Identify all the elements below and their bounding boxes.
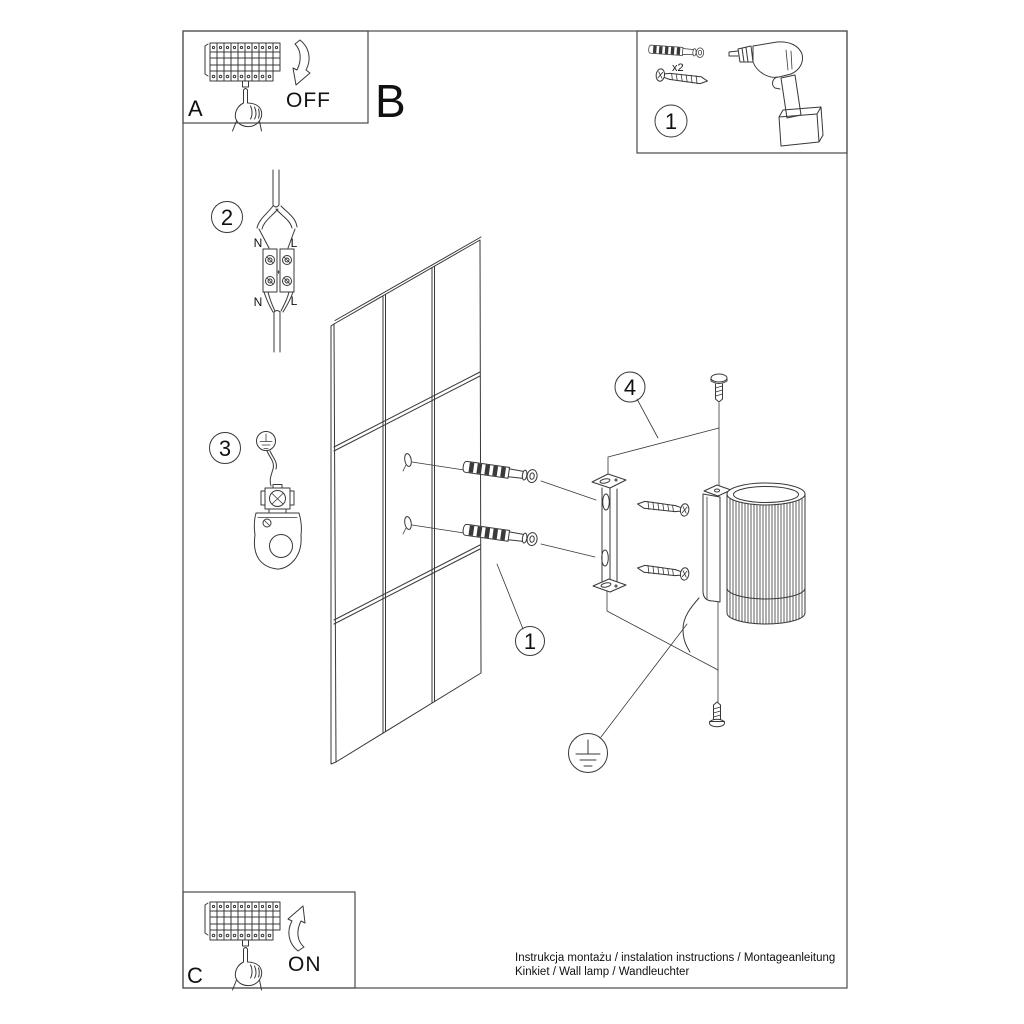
assembly-guide-lines: [607, 428, 719, 670]
terminal-block: [263, 249, 294, 292]
wall-anchors: [412, 460, 596, 557]
screw-icon: [637, 498, 690, 517]
wall-plug-icon: [462, 460, 538, 483]
ground-terminal-clamp: [261, 485, 294, 514]
step-3-number: 3: [218, 436, 232, 461]
drill-hole: [403, 516, 412, 534]
ground-bracket-step: [210, 432, 302, 570]
hand-icon: [233, 948, 262, 991]
ground-symbol-small: [257, 432, 276, 451]
ground-wire: [683, 598, 699, 652]
callout-4-leader: [637, 399, 658, 438]
mounting-bracket: [592, 474, 626, 592]
section-b-label: B: [375, 75, 406, 127]
power-off-panel: [183, 31, 368, 131]
wall-lamp: [683, 483, 805, 652]
circuit-breaker-icon: [205, 902, 280, 946]
drill-icon: [729, 42, 823, 146]
wall-plug-icon: [462, 523, 538, 546]
screw-icon: [637, 562, 690, 581]
step-2-number: 2: [220, 205, 234, 230]
callout-1-leader: [497, 564, 523, 629]
callout-4-number: 4: [623, 375, 637, 400]
wall-tiles: [331, 237, 481, 764]
mounting-screws: [637, 498, 690, 581]
box-a-label: A: [188, 96, 203, 121]
neutral-in-label: N: [253, 236, 263, 250]
arrow-up-icon: [288, 906, 305, 951]
circuit-breaker-icon: [205, 43, 280, 87]
off-label: OFF: [286, 89, 331, 112]
callout-1-number: 1: [523, 629, 537, 654]
drill-hole: [403, 453, 412, 471]
arrow-down-icon: [293, 40, 310, 85]
anchor-leader-lines: [412, 462, 464, 533]
wall-plug-icon: [648, 44, 704, 57]
drill-callout: [497, 564, 545, 656]
neutral-out-label: N: [253, 295, 263, 309]
live-in-label: L: [290, 236, 298, 250]
ground-callout: [569, 624, 688, 773]
footer-line-2: Kinkiet / Wall lamp / Wandleuchter: [515, 966, 690, 978]
bracket-body: [254, 513, 301, 569]
ground-symbol-icon: [569, 734, 608, 773]
parts-callout-number: 1: [664, 109, 678, 134]
footer: [515, 952, 835, 978]
footer-line-1: Instrukcja montażu / instalation instructions / Montageanleitung: [515, 952, 836, 964]
power-on-panel: [183, 892, 355, 990]
live-out-label: L: [290, 294, 298, 308]
box-a-frame: [183, 31, 368, 123]
cable-out: [264, 292, 293, 352]
anchor-to-bracket-leaders: [541, 481, 596, 557]
bottom-screw-icon: [710, 702, 725, 727]
quantity-label: x2: [672, 62, 684, 74]
ground-wire-small: [267, 451, 276, 486]
ground-leader: [601, 624, 687, 737]
assembly-callout: [607, 372, 719, 702]
top-screw-icon: [711, 374, 727, 402]
on-label: ON: [288, 953, 322, 976]
parts-box: [637, 31, 847, 153]
wiring-step: [212, 170, 298, 352]
hand-icon: [233, 89, 262, 132]
lamp-shade: [727, 483, 805, 624]
box-c-label: C: [187, 963, 203, 988]
